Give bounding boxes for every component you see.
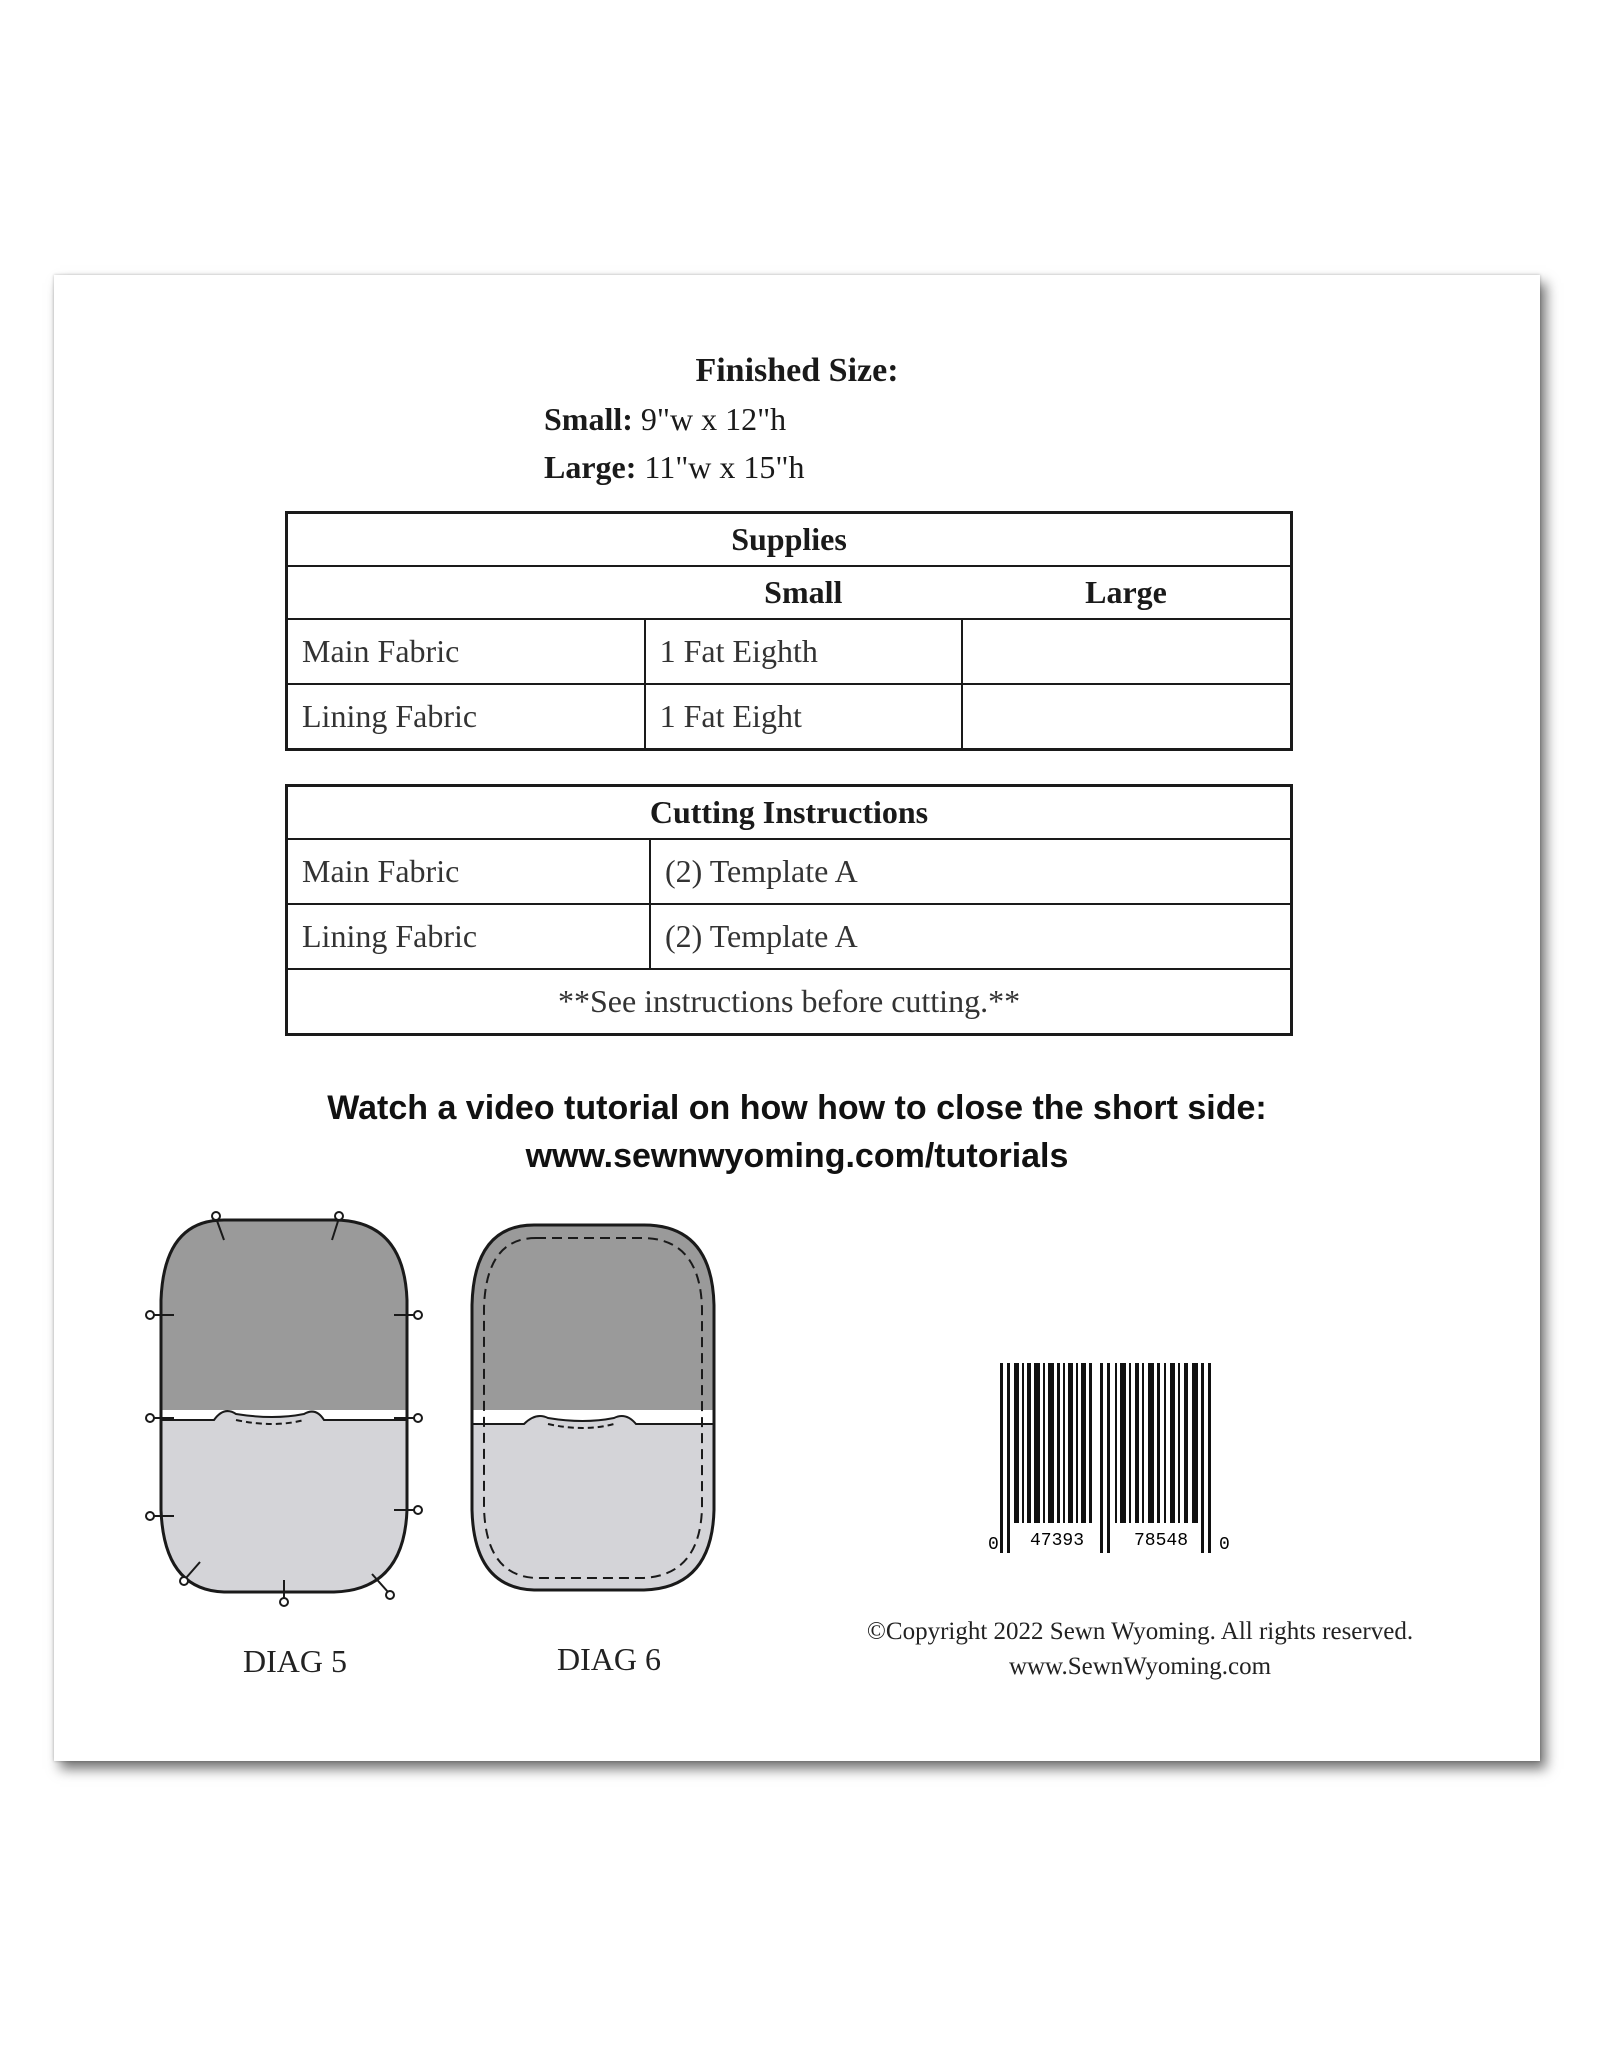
diag5-illustration (144, 1210, 444, 1630)
finished-size-heading: Finished Size: (695, 352, 899, 389)
barcode-icon (984, 1363, 1254, 1553)
copyright-notice: ©Copyright 2022 Sewn Wyoming. All rights reserved. (866, 1618, 1414, 1645)
cutting-instructions-table (285, 784, 1293, 1036)
video-tutorial-text: Watch a video tutorial on how how to close the short side: (327, 1089, 1267, 1127)
supplies-title: Supplies (287, 513, 1292, 567)
barcode-digit: 0 (988, 1535, 999, 1553)
finished-size-large: Large: 11"w x 15"h (544, 449, 805, 485)
finished-size-small: Small: 9"w x 12"h (544, 401, 787, 437)
table-row: Main Fabric (2) Template A (287, 839, 1292, 904)
website-link[interactable]: www.SewnWyoming.com (1008, 1653, 1272, 1680)
diag5-label: DIAG 5 (243, 1643, 347, 1679)
video-tutorial-link[interactable]: www.sewnwyoming.com/tutorials (525, 1137, 1069, 1175)
table-row: Lining Fabric (2) Template A (287, 904, 1292, 969)
diag6-illustration (444, 1210, 744, 1630)
barcode-digit: 0 (1219, 1535, 1230, 1553)
sewing-diagrams (144, 1210, 844, 1630)
table-row: Main Fabric 1 Fat Eighth (287, 619, 1292, 684)
table-row (287, 969, 1292, 1035)
barcode-digits-left: 47393 (1030, 1531, 1085, 1551)
supplies-col-large: Large (962, 566, 1292, 619)
barcode-digits-right: 78548 (1134, 1531, 1189, 1551)
supplies-col-small: Small (645, 566, 962, 619)
cutting-title: Cutting Instructions (287, 786, 1292, 840)
pattern-back-cover (54, 275, 1540, 1761)
table-row: Lining Fabric 1 Fat Eight (287, 684, 1292, 750)
supplies-table (285, 511, 1293, 751)
cutting-note: **See instructions before cutting.** (287, 969, 1292, 1035)
diag6-label: DIAG 6 (557, 1641, 661, 1677)
